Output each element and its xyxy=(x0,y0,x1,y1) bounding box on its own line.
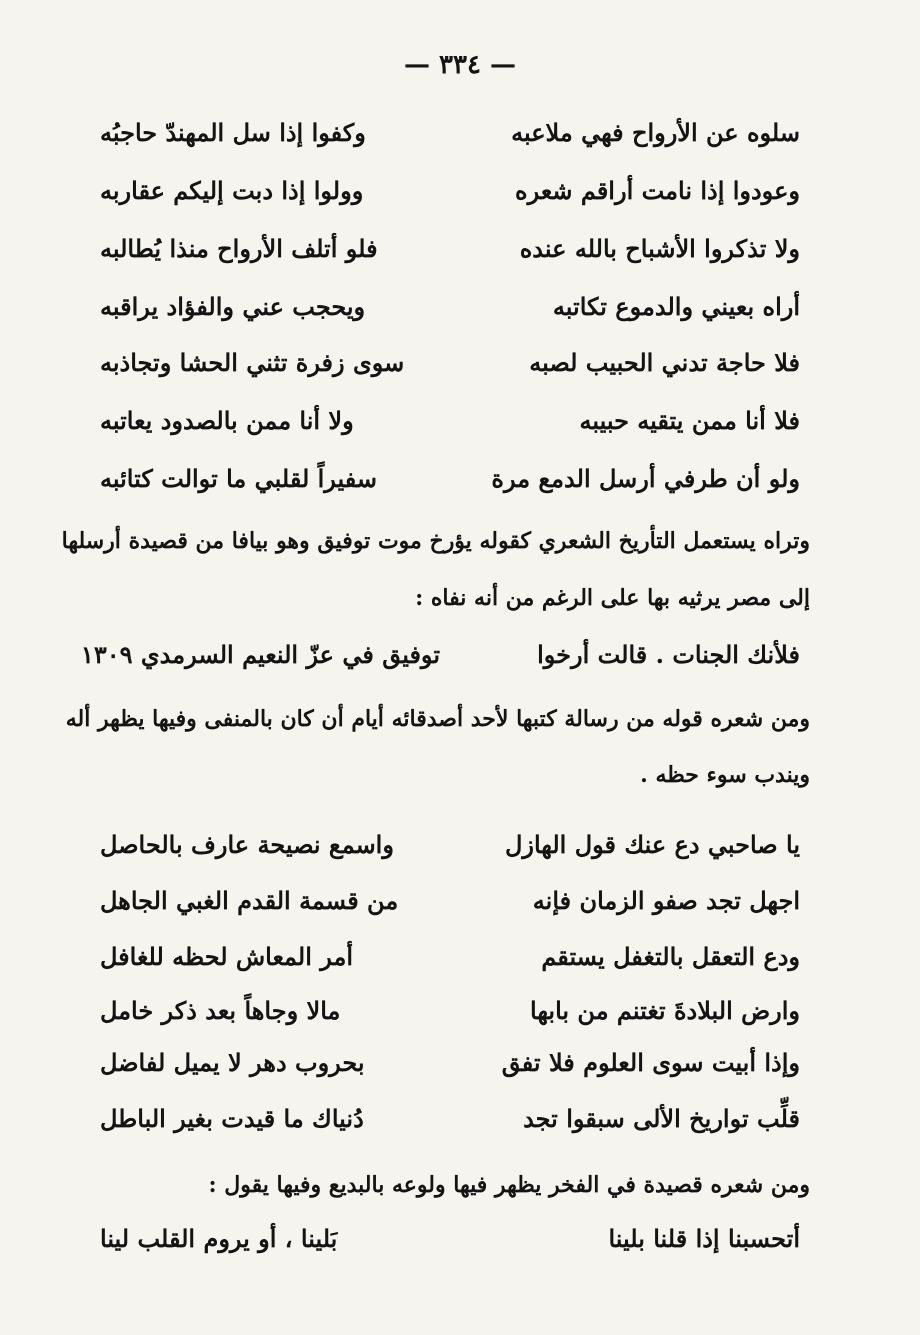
verse-row xyxy=(100,942,800,988)
verse-row xyxy=(100,1224,800,1270)
verse-first-half: فلا أنا ممن يتقيه حبيبه xyxy=(579,406,800,435)
verse-second-half: سوى زفرة تثني الحشا وتجاذبه xyxy=(100,348,405,377)
verse-first-half: وعودوا إذا نامت أراقم شعره xyxy=(515,176,800,205)
page-number: — ٣٣٤ — xyxy=(403,50,517,80)
verse-second-half: دُنياك ما قيدت بغير الباطل xyxy=(100,1104,364,1133)
verse-row xyxy=(100,464,800,510)
verse-second-half: مالا وجاهاً بعد ذكر خامل xyxy=(100,996,341,1025)
verse-first-half: ولا تذكروا الأشباح بالله عنده xyxy=(519,234,800,263)
verse-second-half: ولا أنا ممن بالصدود يعاتبه xyxy=(100,406,354,435)
verse-first-half: أراه بعيني والدموع تكاتبه xyxy=(552,292,800,321)
prose-line: ومن شعره قصيدة في الفخر يظهر فيها ولوعه بالبديع وفيها يقول : xyxy=(208,1172,810,1198)
verse-first-half: فلأنك الجنات . قالت أرخوا xyxy=(537,640,800,669)
verse-first-half: يا صاحبي دع عنك قول الهازل xyxy=(504,830,800,859)
date-verse-row xyxy=(80,640,800,686)
verse-second-half: بَلينا ، أو يروم القلب لينا xyxy=(100,1224,338,1253)
verse-row xyxy=(100,176,800,222)
verse-second-half: وكفوا إذا سل المهندّ حاجبُه xyxy=(100,118,366,147)
verse-second-half: من قسمة القدم الغبي الجاهل xyxy=(100,886,399,915)
verse-first-half: أتحسبنا إذا قلنا بلينا xyxy=(608,1224,800,1253)
verse-row xyxy=(100,1104,800,1150)
verse-second-half: بحروب دهر لا يميل لفاضل xyxy=(100,1048,365,1077)
verse-row xyxy=(100,1048,800,1094)
verse-first-half: فلا حاجة تدني الحبيب لصبه xyxy=(529,348,800,377)
verse-row xyxy=(100,996,800,1042)
prose-line: إلى مصر يرثيه بها على الرغم من أنه نفاه : xyxy=(415,585,810,611)
verse-first-half: ودع التعقل بالتغفل يستقم xyxy=(541,942,800,971)
verse-second-half: ويحجب عني والفؤاد يراقبه xyxy=(100,292,366,321)
verse-first-half: سلوه عن الأرواح فهي ملاعبه xyxy=(511,118,800,147)
verse-row xyxy=(100,234,800,280)
verse-first-half: اجهل تجد صفو الزمان فإنه xyxy=(532,886,800,915)
verse-row xyxy=(100,348,800,394)
verse-row xyxy=(100,830,800,876)
verse-second-half: توفيق في عزّ النعيم السرمدي ١٣٠٩ xyxy=(80,640,440,669)
prose-line: ويندب سوء حظه . xyxy=(640,762,810,788)
verse-first-half: وإذا أبيت سوى العلوم فلا تفق xyxy=(501,1048,800,1077)
verse-second-half: أمر المعاش لحظه للغافل xyxy=(100,942,354,971)
prose-line: وتراه يستعمل التأريخ الشعري كقوله يؤرخ موت توفيق وهو بيافا من قصيدة أرسلها xyxy=(61,528,810,554)
verse-second-half: فلو أتلف الأرواح منذا يُطالبه xyxy=(100,234,378,263)
verse-row xyxy=(100,292,800,338)
verse-second-half: سفيراً لقلبي ما توالت كتائبه xyxy=(100,464,378,493)
verse-second-half: وولوا إذا دبت إليكم عقاربه xyxy=(100,176,364,205)
verse-second-half: واسمع نصيحة عارف بالحاصل xyxy=(100,830,394,859)
verse-row xyxy=(100,406,800,452)
verse-first-half: وارض البلادةَ تغتنم من بابها xyxy=(530,996,800,1025)
verse-row xyxy=(100,886,800,932)
verse-row xyxy=(100,118,800,164)
verse-first-half: قلِّب تواريخ الألى سبقوا تجد xyxy=(523,1104,800,1133)
verse-first-half: ولو أن طرفي أرسل الدمع مرة xyxy=(491,464,800,493)
prose-line: ومن شعره قوله من رسالة كتبها لأحد أصدقائه أيام أن كان بالمنفى وفيها يظهر أله xyxy=(65,706,810,732)
